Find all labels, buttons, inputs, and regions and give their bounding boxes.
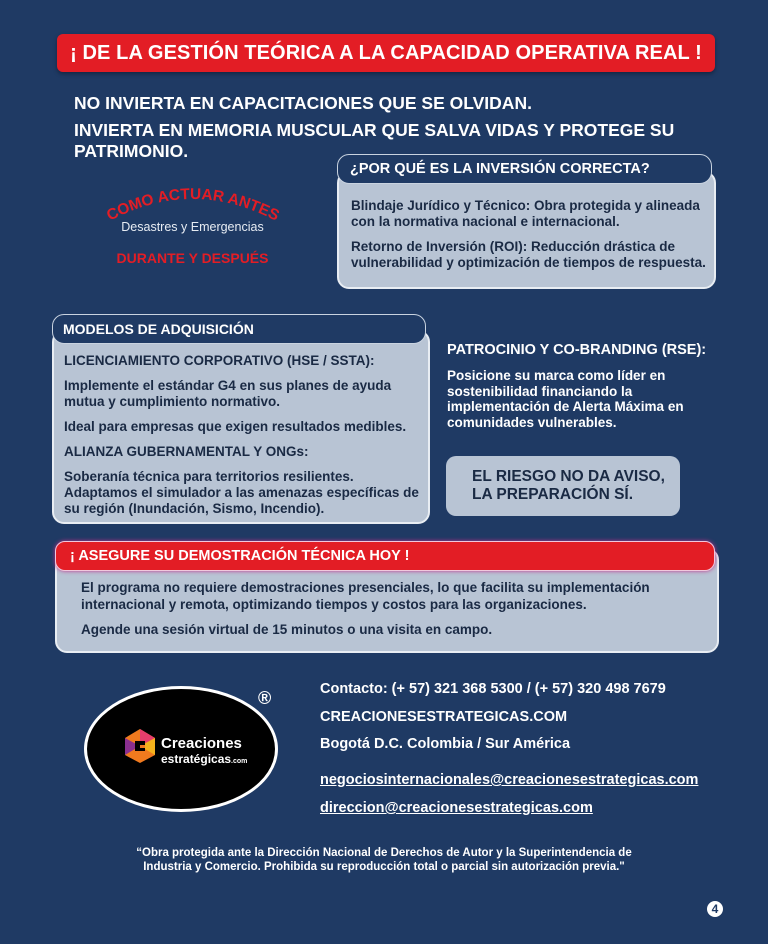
models-p1: Implemente el estándar G4 en sus planes de ayuda mutua y cumplimiento normativo. <box>64 378 392 409</box>
lead-line-1: NO INVIERTA EN CAPACITACIONES QUE SE OLVIDAN. <box>74 93 532 113</box>
models-p2: Ideal para empresas que exigen resultados medibles. <box>64 419 407 434</box>
contact-city: Bogotá D.C. Colombia / Sur América <box>320 736 571 752</box>
email-link-negocios[interactable]: negociosinternacionales@creacionesestrategicas.com <box>320 772 699 788</box>
logo-mark-icon <box>122 728 158 764</box>
registered-mark: ® <box>258 688 272 708</box>
company-logo <box>84 686 280 814</box>
page-number: 4 <box>707 901 723 917</box>
demo-p1: El programa no requiere demostraciones presenciales, lo que facilita su implementación internacional y remota, optimizando tiempos y costos para las organizaciones. <box>81 580 650 612</box>
models-p3: Soberanía técnica para territorios resilientes. Adaptamos el simulador a las amenazas específicas de su región (Inundación, Sismo, Incendio). <box>64 469 419 516</box>
models-h2: ALIANZA GUBERNAMENTAL Y ONGs: <box>64 444 309 459</box>
copyright-notice <box>120 846 648 874</box>
models-title: MODELOS DE ADQUISICIÓN <box>52 314 426 344</box>
svg-text:COMO ACTUAR ANTES <box>104 186 282 225</box>
arc-label: COMO ACTUAR ANTES <box>104 185 282 225</box>
contact-web[interactable]: CREACIONESESTRATEGICAS.COM <box>320 709 568 725</box>
lead-line-2: INVIERTA EN MEMORIA MUSCULAR QUE SALVA VIDAS Y PROTEGE SU PATRIMONIO. <box>74 120 675 161</box>
logo-line-1: Creaciones <box>161 735 242 752</box>
models-box <box>52 330 430 524</box>
copyright-line-2: Industria y Comercio. Prohibida su reproducción total o parcial sin autorización previa." <box>143 861 625 873</box>
risk-line-1: EL RIESGO NO DA AVISO, <box>472 468 665 485</box>
why-title: ¿POR QUÉ ES LA INVERSIÓN CORRECTA? <box>337 154 712 184</box>
badge-bottom: DURANTE Y DESPUÉS <box>116 250 269 266</box>
badge-middle: Desastres y Emergencias <box>121 220 264 234</box>
why-p1: Blindaje Jurídico y Técnico: Obra protegida y alineada con la normativa nacional e internacional. <box>351 198 700 229</box>
why-box <box>337 171 716 289</box>
demo-title: ¡ ASEGURE SU DEMOSTRACIÓN TÉCNICA HOY ! <box>55 541 715 571</box>
why-p2: Retorno de Inversión (ROI): Reducción drástica de vulnerabilidad y optimización de tiempos de respuesta. <box>351 239 706 270</box>
copyright-line-1: “Obra protegida ante la Dirección Nacional de Derechos de Autor y la Superintendencia de <box>136 847 632 859</box>
sponsor-text: Posicione su marca como líder en sostenibilidad financiando la implementación de Alerta Máxima en comunidades vulnerables. <box>447 368 684 430</box>
emergency-badge <box>100 180 285 275</box>
demo-p2: Agende una sesión virtual de 15 minutos o una visita en campo. <box>81 622 493 637</box>
risk-line-2: LA PREPARACIÓN SÍ. <box>472 486 634 503</box>
headline-banner: ¡ DE LA GESTIÓN TEÓRICA A LA CAPACIDAD OPERATIVA REAL ! <box>57 34 715 72</box>
contact-phones: Contacto: (+ 57) 321 368 5300 / (+ 57) 320 498 7679 <box>320 681 666 697</box>
email-link-direccion[interactable]: direccion@creacionesestrategicas.com <box>320 800 593 816</box>
logo-line-2: estratégicas.com <box>161 752 248 766</box>
models-h1: LICENCIAMIENTO CORPORATIVO (HSE / SSTA): <box>64 353 375 368</box>
risk-box <box>446 456 680 516</box>
sponsor-title: PATROCINIO Y CO-BRANDING (RSE): <box>447 342 707 358</box>
